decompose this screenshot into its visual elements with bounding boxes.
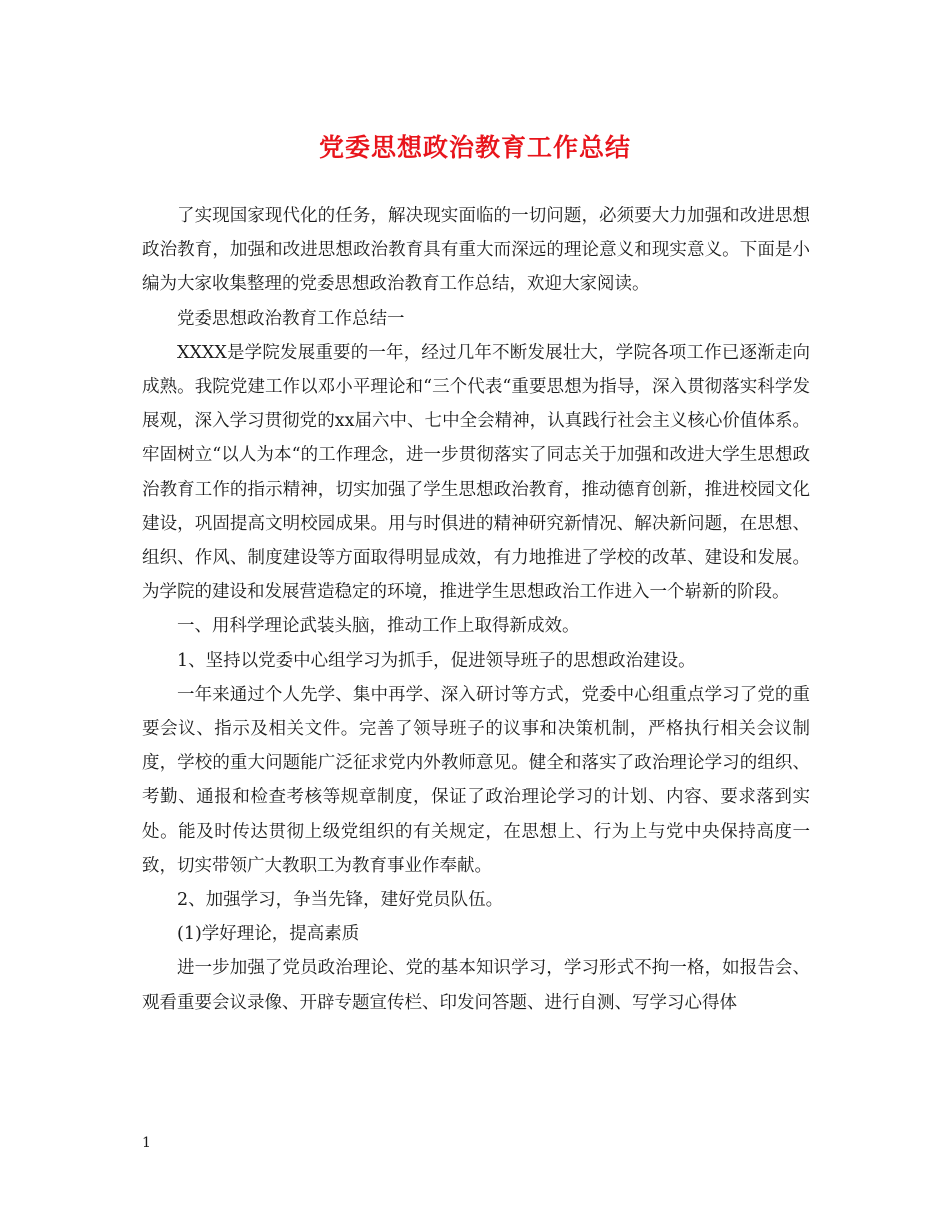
paragraph: XXXX是学院发展重要的一年，经过几年不断发展壮大，学院各项工作已逐渐走向成熟。我院党建工作以邓小平理论和“三个代表“重要思想为指导，深入贯彻落实科学发展观，深入学习贯彻党的xx届六中、七中全会精神，认真践行社会主义核心价值体系。牢固树立“以人为本“的工作理念，进一步贯彻落实了同志关于加强和改进大学生思想政治教育工作的指示精神，切实加强了学生思想政治教育，推动德育创新，推进校园文化建设，巩固提高文明校园成果。用与时俱进的精神研究新情况、解决新问题，在思想、组织、作风、制度建设等方面取得明显成效，有力地推进了学校的改革、建设和发展。为学院的建设和发展营造稳定的环境，推进学生思想政治工作进入一个崭新的阶段。 [142,342,810,603]
paragraph: 进一步加强了党员政治理论、党的基本知识学习，学习形式不拘一格，如报告会、观看重要会议录像、开辟专题宣传栏、印发问答题、进行自测、写学习心得体 [142,958,810,1013]
section-heading: 一、用科学理论武装头脑，推动工作上取得新成效。 [177,616,580,637]
section-heading: 党委思想政治教育工作总结一 [177,308,405,329]
subsection-heading: 2、加强学习，争当先锋，建好党员队伍。 [177,890,504,911]
paragraph: 一年来通过个人先学、集中再学、深入研讨等方式，党委中心组重点学习了党的重要会议、指示及相关文件。完善了领导班子的议事和决策机制，严格执行相关会议制度，学校的重大问题能广泛征求党内外教师意见。健全和落实了政治理论学习的组织、考勤、通报和检查考核等规章制度，保证了政治理论学习的计划、内容、要求落到实处。能及时传达贯彻上级党组织的有关规定，在思想上、行为上与党中央保持高度一致，切实带领广大教职工为教育事业作奉献。 [142,684,810,876]
subsection-heading: (1)学好理论，提高素质 [177,924,360,945]
page-number: 1 [142,1135,151,1151]
paragraph-intro: 了实现国家现代化的任务，解决现实面临的一切问题，必须要大力加强和改进思想政治教育，加强和改进思想政治教育具有重大而深远的理论意义和现实意义。下面是小编为大家收集整理的党委思想政治教育工作总结，欢迎大家阅读。 [142,206,810,295]
document-title: 党委思想政治教育工作总结 [318,133,631,162]
subsection-heading: 1、坚持以党委中心组学习为抓手，促进领导班子的思想政治建设。 [177,650,696,671]
document-body [142,199,810,1020]
